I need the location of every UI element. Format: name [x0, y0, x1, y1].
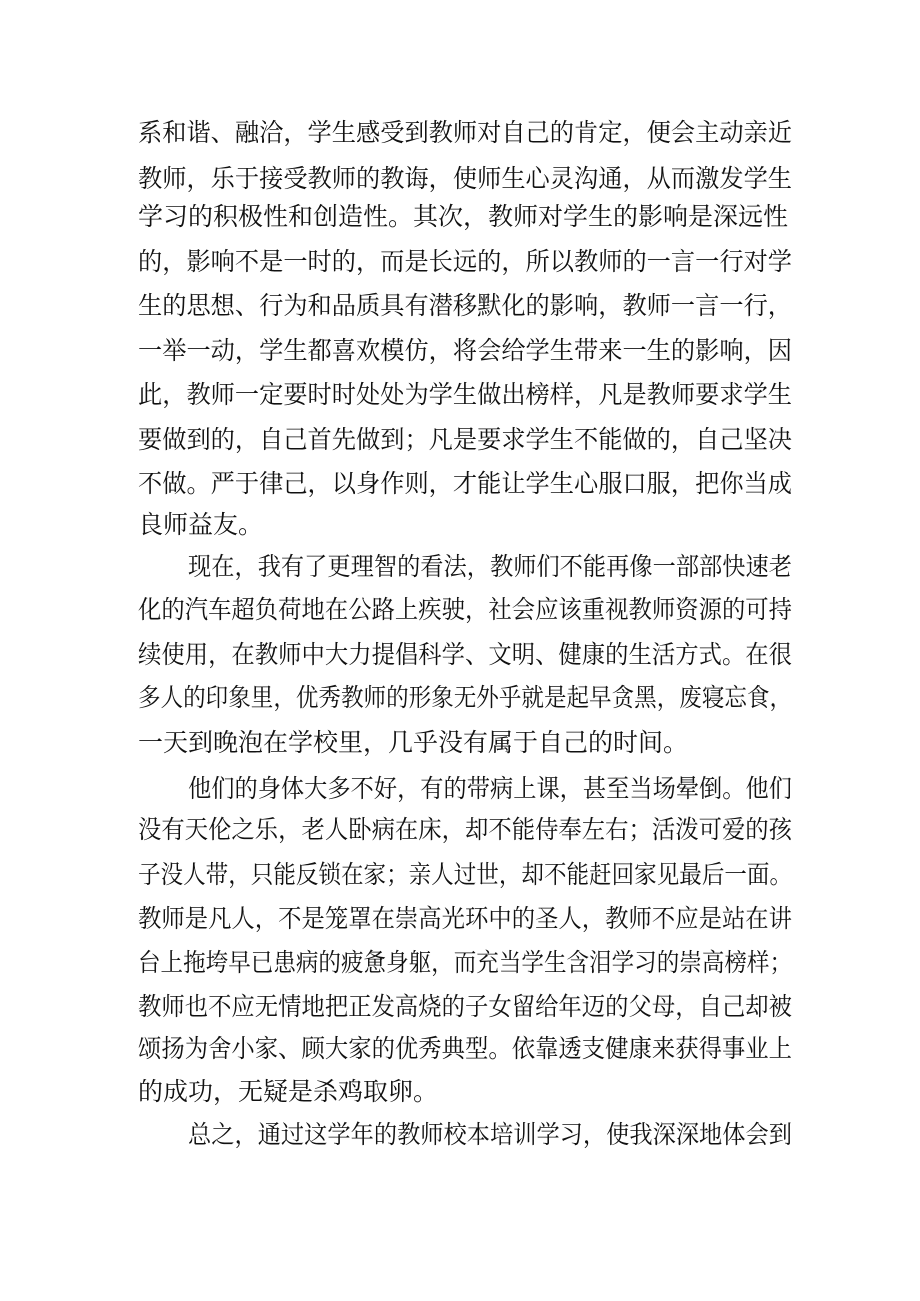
text-line: 化的汽车超负荷地在公路上疾驶，社会应该重视教师资源的可持 [138, 595, 793, 624]
text-line: 教师，乐于接受教师的教诲，使师生心灵沟通，从而激发学生 [138, 164, 793, 193]
text-line: 要做到的，自己首先做到；凡是要求学生不能做的，自己坚决 [138, 425, 793, 454]
text-line: 系和谐、融洽，学生感受到教师对自己的肯定，便会主动亲近 [138, 118, 793, 147]
text-line: 总之，通过这学年的教师校本培训学习，使我深深地体会到 [188, 1120, 792, 1149]
text-line: 一天到晚泡在学校里，几乎没有属于自己的时间。 [138, 728, 689, 757]
text-line: 的成功，无疑是杀鸡取卵。 [138, 1077, 439, 1106]
text-line: 没有天伦之乐，老人卧病在床，却不能侍奉左右；活泼可爱的孩 [138, 815, 793, 844]
text-line: 此，教师一定要时时处处为学生做出榜样，凡是教师要求学生 [138, 380, 793, 409]
text-line: 一举一动，学生都喜欢模仿，将会给学生带来一生的影响，因 [138, 336, 793, 365]
text-line: 他们的身体大多不好，有的带病上课，甚至当场晕倒。他们 [188, 774, 792, 803]
text-line: 生的思想、行为和品质具有潜移默化的影响，教师一言一行， [138, 291, 793, 320]
text-line: 学习的积极性和创造性。其次，教师对学生的影响是深远性 [138, 202, 789, 231]
text-line: 不做。严于律己，以身作则，才能让学生心服口服，把你当成 [138, 469, 793, 498]
text-line: 现在，我有了更理智的看法，教师们不能再像一部部快速老 [188, 552, 792, 581]
text-line: 教师也不应无情地把正发高烧的子女留给年迈的父母，自己却被 [138, 992, 793, 1021]
text-line: 台上拖垮早已患病的疲惫身躯，而充当学生含泪学习的崇高榜样； [138, 948, 793, 977]
text-line: 颂扬为舍小家、顾大家的优秀典型。依靠透支健康来获得事业上 [138, 1034, 793, 1063]
text-line: 教师是凡人，不是笼罩在崇高光环中的圣人，教师不应是站在讲 [138, 904, 793, 933]
text-line: 多人的印象里，优秀教师的形象无外乎就是起早贪黑，废寝忘食， [138, 683, 793, 712]
text-line: 子没人带，只能反锁在家；亲人过世，却不能赶回家见最后一面。 [138, 860, 793, 889]
text-line: 良师益友。 [138, 510, 264, 539]
text-line: 的，影响不是一时的，而是长远的，所以教师的一言一行对学 [138, 247, 793, 276]
text-line: 续使用，在教师中大力提倡科学、文明、健康的生活方式。在很 [138, 640, 793, 669]
